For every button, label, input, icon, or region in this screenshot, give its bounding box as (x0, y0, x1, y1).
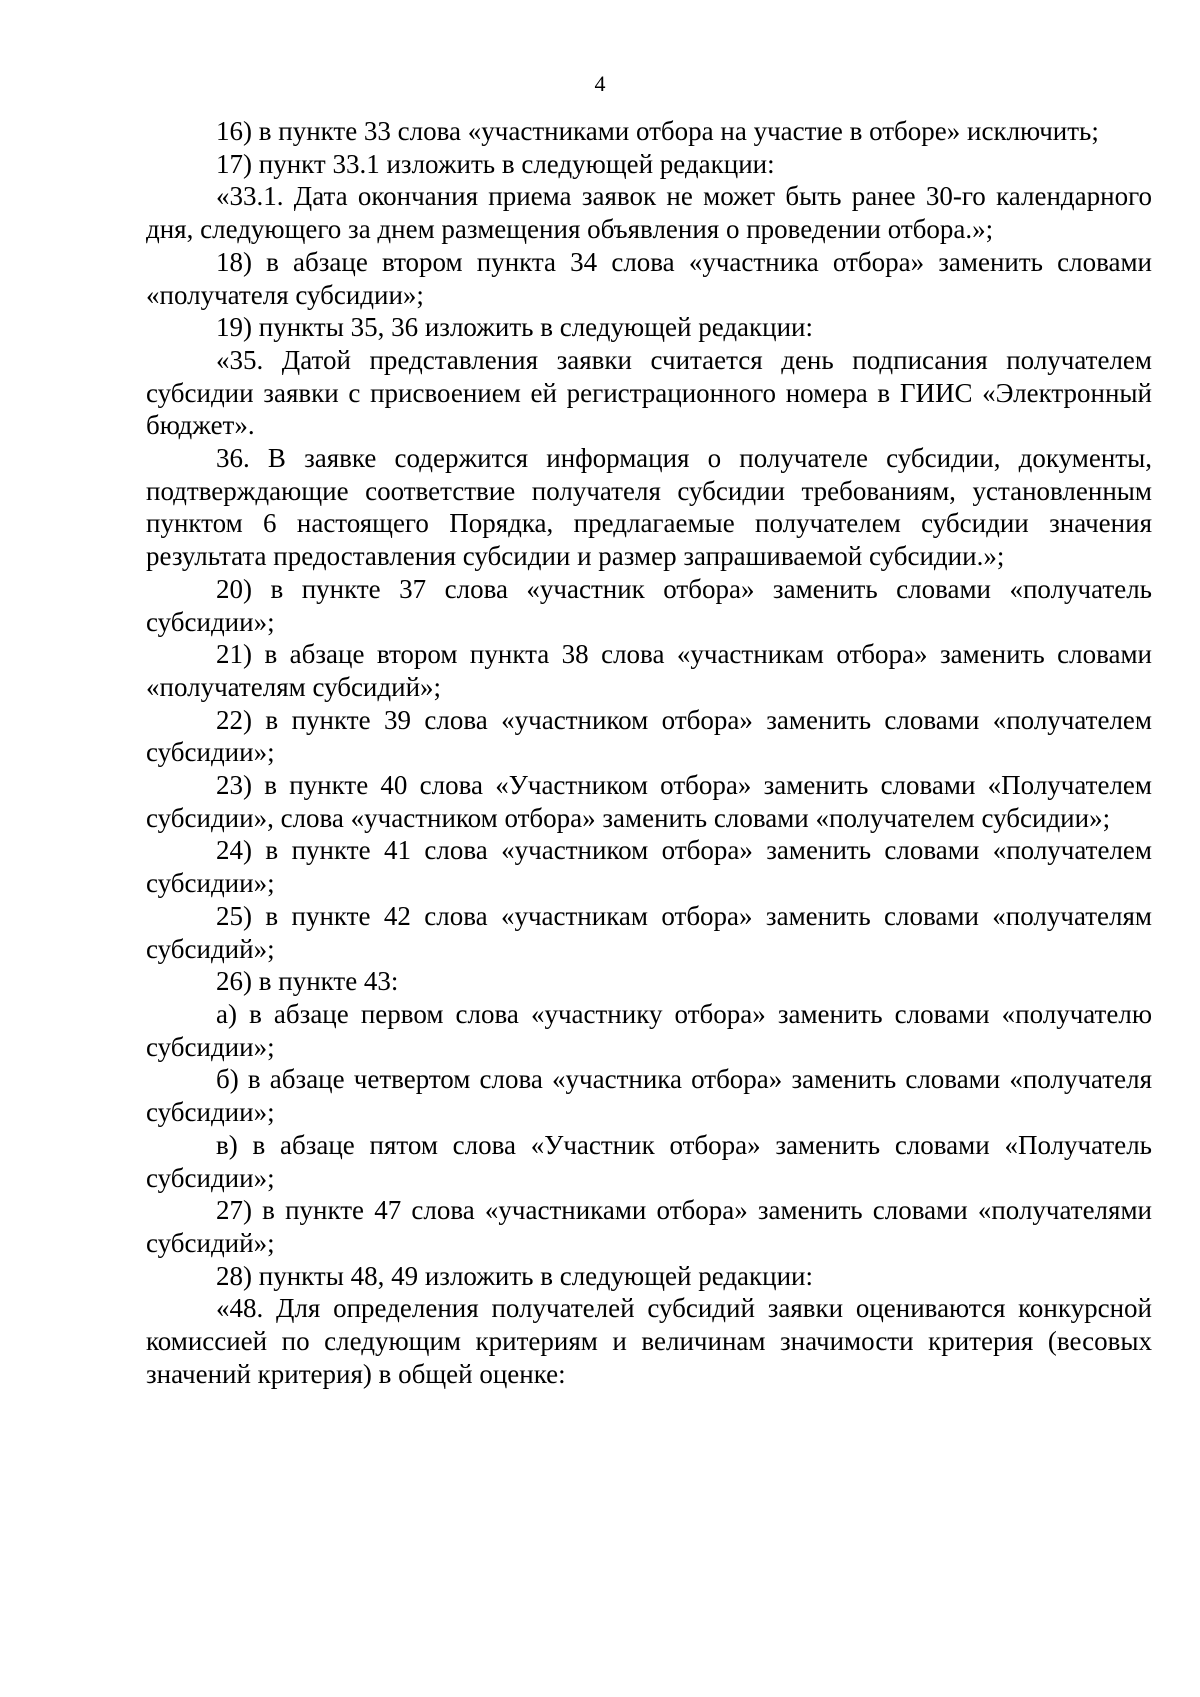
paragraph: 22) в пункте 39 слова «участником отбора» заменить словами «получателем субсидии»; (146, 704, 1152, 768)
paragraph: 18) в абзаце втором пункта 34 слова «участника отбора» заменить словами «получателя субсидии»; (146, 246, 1152, 310)
paragraph: 28) пункты 48, 49 изложить в следующей редакции: (216, 1260, 814, 1291)
page-number: 4 (594, 71, 606, 96)
paragraph: а) в абзаце первом слова «участнику отбора» заменить словами «получателю субсидии»; (146, 998, 1152, 1062)
paragraph: в) в абзаце пятом слова «Участник отбора» заменить словами «Получатель субсидии»; (146, 1129, 1152, 1193)
paragraph: 26) в пункте 43: (216, 966, 399, 997)
paragraph: 16) в пункте 33 слова «участниками отбора на участие в отборе» исключить; (216, 116, 1099, 146)
paragraph: 19) пункты 35, 36 изложить в следующей редакции: (216, 312, 814, 343)
paragraph: б) в абзаце четвертом слова «участника отбора» заменить словами «получателя субсидии»; (146, 1064, 1152, 1128)
paragraph: 21) в абзаце втором пункта 38 слова «участникам отбора» заменить словами «получателям субсидий»; (146, 639, 1152, 702)
paragraph: 36. В заявке содержится информация о получателе субсидии, документы, подтверждающие соответствие получателя субсидии требованиям, установленным пунктом 6 настоящего Порядка, предлагаемые получателем субсидии значения результата предоставления субсидии и размер запрашиваемой субсидии.»; (146, 443, 1152, 572)
paragraph: 20) в пункте 37 слова «участник отбора» заменить словами «получатель субсидии»; (146, 573, 1152, 637)
document-body (146, 115, 1152, 1390)
paragraph: «33.1. Дата окончания приема заявок не может быть ранее 30-го календарного дня, следующего за днем размещения объявления о проведении отбора.»; (146, 181, 1152, 245)
paragraph: «35. Датой представления заявки считается день подписания получателем субсидии заявки с присвоением ей регистрационного номера в ГИИС «Электронный бюджет». (146, 344, 1152, 441)
paragraph: 17) пункт 33.1 изложить в следующей редакции: (216, 148, 775, 179)
paragraph: 27) в пункте 47 слова «участниками отбора» заменить словами «получателями субсидий»; (146, 1195, 1152, 1258)
paragraph: «48. Для определения получателей субсидий заявки оцениваются конкурсной комиссией по следующим критериям и величинам значимости критерия (весовых значений критерия) в общей оценке: (146, 1293, 1152, 1389)
paragraph: 24) в пункте 41 слова «участником отбора» заменить словами «получателем субсидии»; (146, 835, 1152, 899)
paragraph: 25) в пункте 42 слова «участникам отбора» заменить словами «получателям субсидий»; (146, 900, 1152, 964)
paragraph: 23) в пункте 40 слова «Участником отбора» заменить словами «Получателем субсидии», слова «участником отбора» заменить словами «получателем субсидии»; (146, 770, 1152, 833)
